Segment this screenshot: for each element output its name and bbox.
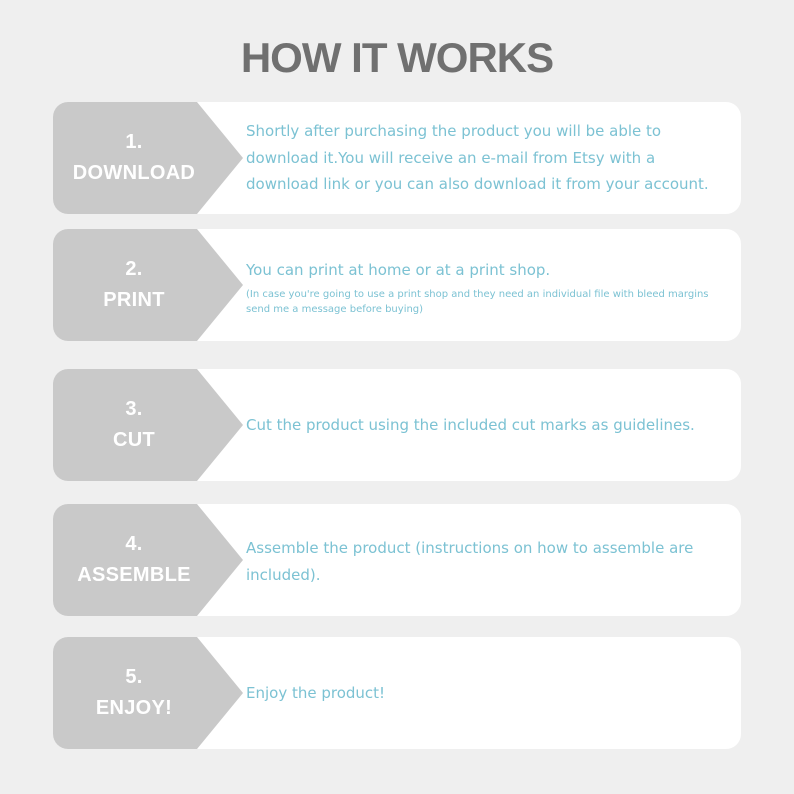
arrow-badge-shape bbox=[53, 637, 243, 749]
step-number: 2. bbox=[125, 258, 143, 280]
step-description bbox=[246, 412, 721, 439]
step-badge bbox=[53, 637, 243, 749]
step-label: PRINT bbox=[103, 289, 165, 311]
step-description bbox=[246, 118, 721, 198]
step-label: DOWNLOAD bbox=[72, 162, 196, 184]
step-badge bbox=[53, 102, 243, 214]
step-text: Shortly after purchasing the product you will be able to download it.You will receive an e-mail from Etsy with a download link or you can also download it from your account. bbox=[246, 122, 709, 193]
step-label: CUT bbox=[112, 429, 155, 451]
step-print-card bbox=[53, 229, 741, 341]
step-text: Enjoy the product! bbox=[246, 684, 386, 702]
arrow-badge-shape bbox=[53, 504, 243, 616]
step-cut-card bbox=[53, 369, 741, 481]
step-label: ASSEMBLE bbox=[77, 564, 191, 586]
step-enjoy-card bbox=[53, 637, 741, 749]
step-badge bbox=[53, 229, 243, 341]
arrow-badge-shape bbox=[53, 102, 243, 214]
arrow-badge-shape bbox=[53, 229, 243, 341]
step-number: 3. bbox=[125, 398, 143, 420]
step-text: You can print at home or at a print shop. bbox=[246, 261, 551, 279]
step-number: 4. bbox=[125, 533, 143, 555]
step-label: ENJOY! bbox=[95, 697, 173, 719]
step-assemble-card bbox=[53, 504, 741, 616]
step-number: 1. bbox=[125, 131, 143, 153]
step-description bbox=[246, 680, 721, 707]
step-description bbox=[246, 257, 721, 317]
step-text: Cut the product using the included cut marks as guidelines. bbox=[246, 416, 695, 434]
step-text: Assemble the product (instructions on how to assemble are included). bbox=[246, 539, 694, 584]
step-number: 5. bbox=[125, 666, 143, 688]
arrow-badge-shape bbox=[53, 369, 243, 481]
step-badge bbox=[53, 369, 243, 481]
page-title: HOW IT WORKS bbox=[240, 34, 554, 81]
step-note: (In case you're going to use a print shop and they need an individual file with bleed margins send me a message before buying) bbox=[246, 288, 709, 315]
step-download-card bbox=[53, 102, 741, 214]
step-description bbox=[246, 535, 721, 588]
step-badge bbox=[53, 504, 243, 616]
